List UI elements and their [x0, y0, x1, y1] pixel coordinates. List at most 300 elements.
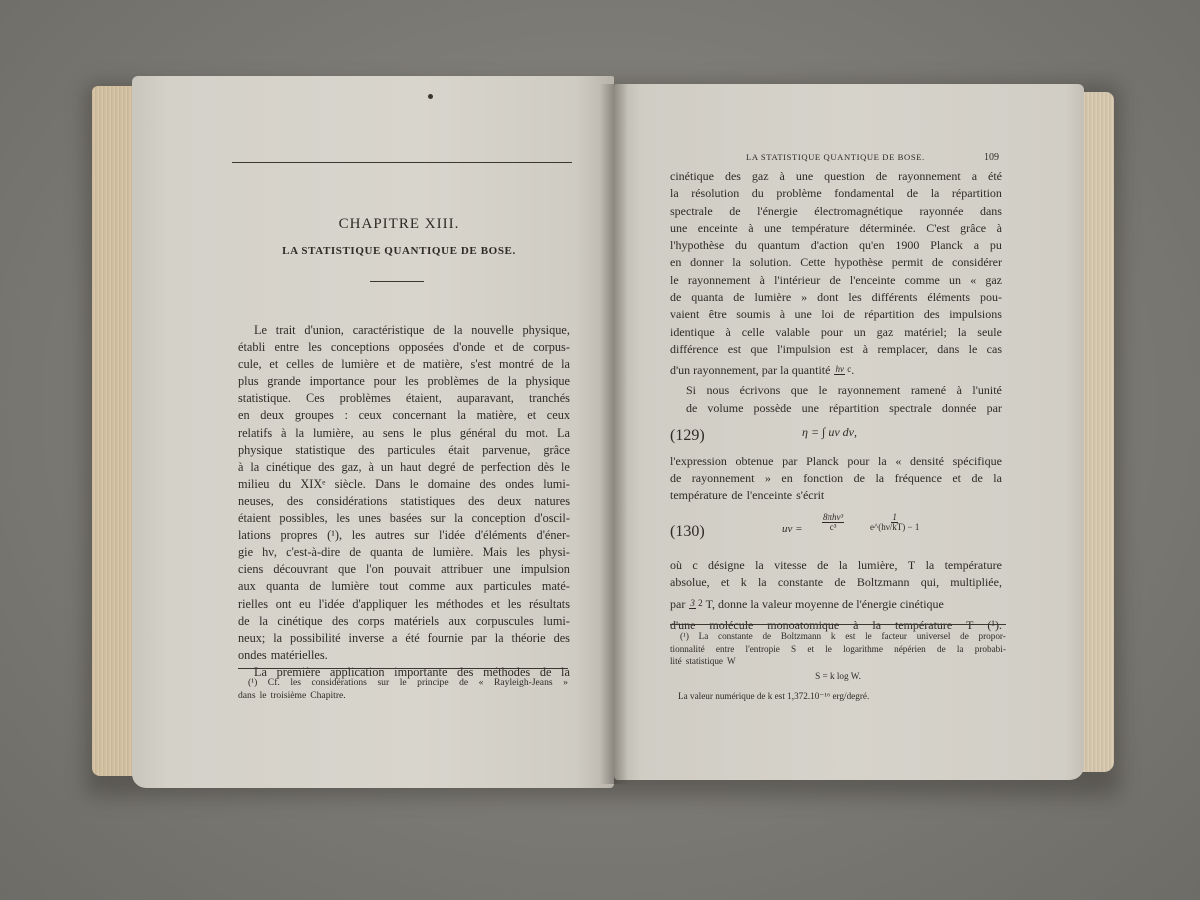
word: de [541, 357, 554, 372]
word: de [321, 357, 334, 372]
word: corps [357, 613, 385, 628]
word: dans [937, 341, 960, 356]
fraction-planck: $\frac{1}{e\^{}(h\nu/kT) - 1}$ [870, 511, 920, 532]
text-line [238, 425, 570, 442]
word: des [457, 664, 474, 679]
word: unes [358, 511, 382, 526]
word: de [412, 545, 424, 560]
word: aux [448, 613, 467, 628]
text-line [670, 574, 1002, 591]
word: propres [280, 528, 318, 543]
word: quantum [757, 238, 800, 253]
word: solution. [749, 255, 792, 270]
word: à [748, 220, 754, 235]
word: électromagnétique [814, 203, 903, 218]
footnote-line [670, 630, 1006, 643]
word: fournie [427, 630, 464, 645]
word: matière, [476, 408, 517, 423]
word: de [960, 631, 969, 641]
word: établi [238, 340, 266, 355]
word: vitesse [774, 557, 807, 572]
footnote-formula: S = k log W. [815, 670, 861, 681]
word: général [459, 425, 496, 440]
word: l'enceinte [849, 272, 896, 287]
text-line [670, 203, 1002, 220]
word: fonction [803, 471, 844, 486]
word: corpus- [533, 340, 570, 355]
text-line [238, 578, 570, 595]
word: de [539, 664, 552, 679]
word: à [956, 383, 962, 398]
word: eu [299, 596, 311, 611]
equation-number: (129) [670, 426, 705, 444]
word: degré [428, 459, 456, 474]
word: question [824, 169, 865, 183]
word: que [790, 383, 809, 398]
word: gaz, [341, 459, 362, 474]
text-line [670, 220, 1002, 237]
quantity-prefix: d'un rayonnement, par la quantité [670, 362, 831, 377]
word: et [494, 340, 504, 355]
word: entre [274, 340, 300, 355]
word: le [399, 677, 407, 688]
word: du [504, 425, 518, 440]
word: T [966, 618, 974, 633]
word: « [895, 453, 902, 468]
word: logarithme [843, 643, 883, 654]
word: le [818, 383, 828, 398]
word: l'unité [972, 383, 1002, 398]
word: par [471, 630, 487, 645]
word: des [468, 493, 485, 508]
word: monoatomique [767, 618, 840, 633]
text-line [238, 613, 570, 630]
word: mot. [525, 425, 549, 440]
word: hν, [262, 545, 277, 560]
top-rule [232, 162, 572, 163]
word: opposées [398, 340, 444, 355]
word: XIXᵉ [300, 476, 326, 491]
word: une [795, 169, 814, 183]
word: c [692, 557, 698, 572]
word: fréquence [894, 471, 942, 486]
word: en [238, 408, 250, 423]
word: celles [286, 357, 315, 372]
text-line [670, 185, 1002, 202]
word: Rayleigh-Jeans [493, 677, 553, 688]
text-line [686, 382, 1002, 399]
word: à [368, 459, 374, 474]
word: volume [707, 400, 744, 415]
word: relatifs [238, 425, 273, 440]
word: l'expression [670, 453, 727, 468]
word: a [971, 169, 978, 183]
word: cinétique [266, 459, 312, 474]
text-line [670, 324, 1002, 341]
word: comme [904, 272, 940, 287]
word: entre [715, 643, 735, 654]
word: spectrale [889, 400, 932, 415]
text-line [670, 341, 1002, 358]
word: » [563, 677, 568, 688]
word: k [740, 575, 747, 590]
word: la [457, 408, 466, 423]
word: Chapitre. [310, 690, 346, 701]
word: népérien [894, 643, 926, 654]
word: W [727, 656, 736, 667]
word: répartition [829, 400, 880, 415]
word: possibilité [290, 630, 341, 645]
left-page [132, 76, 614, 788]
title-rule [370, 281, 424, 282]
word: le [968, 341, 978, 356]
word: lumi- [543, 613, 570, 628]
word: » [764, 471, 771, 486]
word: d'oscil- [534, 511, 570, 526]
word: problèmes [427, 374, 479, 389]
word: loi [821, 307, 834, 322]
text-line [238, 647, 570, 664]
word: (¹) [680, 631, 689, 641]
word: dans [979, 203, 1002, 218]
word: méthodes [483, 664, 531, 679]
word: rayonnement [691, 471, 755, 486]
chapter-number: CHAPITRE XIII. [338, 216, 460, 232]
word: l'intérieur [774, 272, 821, 287]
word: concernant [392, 408, 447, 423]
word: tout [379, 579, 399, 594]
equation-129 [670, 417, 1002, 453]
word: rayonnée [919, 203, 964, 218]
word: particules [387, 442, 436, 457]
word: La [698, 631, 709, 641]
word: des [553, 630, 570, 645]
word: d'union, [304, 323, 344, 337]
word: la [878, 453, 887, 468]
word: de [487, 374, 500, 389]
word: une [763, 220, 782, 235]
word: de [459, 677, 469, 688]
word: rayonnement [687, 272, 751, 287]
word: l'impulsion [777, 341, 831, 356]
word: des [331, 613, 349, 628]
word: Le [254, 323, 267, 337]
word: la [670, 186, 679, 201]
word: de [937, 643, 946, 654]
word: impulsions [949, 307, 1002, 322]
word: qui, [920, 575, 940, 590]
word: grâce [543, 442, 570, 457]
word: molécule [709, 618, 754, 633]
word: les [848, 290, 862, 305]
word: température [894, 618, 953, 633]
word: de [403, 357, 415, 372]
word: matérielles. [270, 647, 328, 662]
word: densité [909, 453, 944, 468]
word: la [875, 471, 885, 486]
word: de [238, 613, 250, 628]
word: la [250, 459, 260, 474]
word: tranchés [528, 391, 570, 406]
word: des [479, 476, 496, 491]
word: différents [871, 290, 918, 305]
word: de [731, 488, 743, 503]
word: de [931, 255, 944, 270]
word: physique [238, 442, 283, 457]
word: que [338, 562, 356, 577]
word: est [727, 341, 742, 356]
right-footnote [670, 630, 1006, 703]
word: (¹). [987, 618, 1002, 633]
word: déterminée. [859, 220, 916, 235]
word: d'éner- [536, 528, 570, 543]
word: des [724, 169, 741, 183]
text-line [238, 510, 570, 527]
text-line [670, 306, 1002, 323]
word: Planck [806, 453, 839, 468]
word: vaient [670, 307, 700, 322]
word: une [794, 307, 812, 322]
word: corpuscules [475, 613, 534, 628]
word: lité [670, 656, 682, 667]
word: Boltzmann [856, 575, 910, 590]
chapter-title: LA STATISTIQUE QUANTIQUE DE BOSE. [282, 245, 516, 257]
word: physique, [522, 323, 570, 337]
word: la [838, 557, 848, 572]
word: possède [753, 400, 792, 415]
word: comme [408, 579, 446, 594]
word: où [670, 557, 682, 572]
word: (¹), [327, 528, 343, 543]
word: celle [741, 324, 765, 339]
word: des [318, 459, 335, 474]
word: maté- [541, 579, 570, 594]
word: de [729, 203, 741, 218]
word: fondamental [834, 186, 895, 201]
word: que [750, 341, 768, 356]
word: la [757, 575, 767, 590]
word: : [344, 408, 348, 423]
word: aux [455, 579, 474, 594]
word: écrivons [739, 383, 781, 398]
word: la [561, 664, 570, 679]
word: est [845, 631, 856, 641]
word: un [949, 272, 962, 287]
word: les [290, 677, 301, 688]
word: quanta [266, 579, 299, 594]
word: la [872, 618, 882, 633]
word: résolution [691, 186, 740, 201]
word: de [971, 471, 983, 486]
word: au [362, 425, 374, 440]
word: principe [417, 677, 449, 688]
word: à [238, 459, 244, 474]
word: et [269, 357, 279, 372]
word: de [733, 290, 745, 305]
text-line [670, 272, 1002, 289]
right-page [614, 84, 1084, 780]
text-line [238, 459, 570, 476]
left-footnote [238, 676, 568, 702]
word: le [259, 690, 267, 701]
word: de [349, 545, 361, 560]
word: lumière [331, 579, 369, 594]
word: multipliée, [950, 575, 1002, 590]
word: matériel; [904, 324, 947, 339]
text-line [670, 254, 1002, 271]
word: température [791, 220, 850, 235]
word: la [732, 255, 741, 270]
word: pouvait [394, 562, 431, 577]
word: remplacer, [877, 341, 928, 356]
word: quanta [691, 290, 724, 305]
text-line [670, 453, 1002, 470]
word: qu'en [859, 238, 885, 253]
word: trait [275, 323, 296, 337]
word: La [254, 664, 267, 679]
word: étaient, [405, 391, 442, 406]
text-line [670, 237, 1002, 254]
word: et [720, 575, 730, 590]
word: Boltzmann [780, 631, 822, 641]
word: résultats [529, 596, 570, 611]
word: du [751, 186, 764, 201]
word: les [351, 528, 366, 543]
word: physi- [539, 545, 570, 560]
footnote-rule [670, 624, 1006, 625]
word: deux [497, 493, 522, 508]
word: découvrant [273, 562, 329, 577]
word: Planck [930, 238, 963, 253]
word: (¹) [248, 677, 258, 688]
text-line [238, 407, 570, 424]
word: cinétique [670, 169, 714, 183]
word: impulsion [520, 562, 570, 577]
word: gaz [876, 324, 894, 339]
word: « [970, 272, 977, 287]
text-line [238, 527, 570, 544]
word: attribuer [441, 562, 483, 577]
text-line [670, 168, 1002, 185]
word: à [759, 272, 765, 287]
word: plus [430, 425, 451, 440]
word: nous [706, 383, 730, 398]
ink-spot [428, 94, 433, 99]
running-head: LA STATISTIQUE QUANTIQUE DE BOSE. [746, 152, 925, 162]
word: les [414, 596, 429, 611]
word: de [512, 340, 524, 355]
text-line [686, 400, 1002, 417]
word: ondes [238, 647, 267, 662]
word: permit [891, 255, 924, 270]
text-line [238, 596, 570, 613]
right-body-text [670, 168, 1002, 635]
word: Mais [482, 545, 508, 560]
word: répartition [864, 307, 915, 322]
word: pour [373, 374, 397, 389]
footnote-line [238, 676, 568, 689]
word: par [782, 453, 798, 468]
word: des [286, 493, 304, 508]
word: dès [537, 459, 555, 474]
word: neux; [238, 630, 266, 645]
word: statistique [295, 442, 346, 457]
word: domaine [427, 476, 471, 491]
word: plus [238, 374, 259, 389]
word: la [494, 630, 504, 645]
word: gaz [985, 272, 1002, 287]
word: le [825, 643, 832, 654]
word: d'action [810, 238, 849, 253]
word: facteur [881, 631, 907, 641]
word: auparavant, [456, 391, 514, 406]
word: de [762, 631, 772, 641]
word: à [725, 324, 731, 339]
word: perfection [480, 459, 531, 474]
word: lumière, [312, 425, 354, 440]
word: était [448, 442, 470, 457]
word: hypothèse [834, 255, 883, 270]
word: absolue, [670, 575, 710, 590]
word: statistique [685, 656, 724, 667]
word: Ces [306, 391, 325, 406]
word: milieu [238, 476, 270, 491]
word: importante [394, 664, 448, 679]
word: a [973, 238, 980, 253]
word: lations [238, 528, 271, 543]
word: lumi- [543, 476, 570, 491]
text-line: d'un rayonnement, par la quantité hν c . [670, 358, 1002, 382]
word: été [405, 630, 420, 645]
footnote-line [670, 655, 1006, 668]
word: seule [977, 324, 1002, 339]
word: ciens [238, 562, 264, 577]
word: de [433, 323, 445, 337]
word: ondes [505, 476, 534, 491]
word: Dans [375, 476, 401, 491]
word: ceux [358, 408, 382, 423]
word: de [843, 307, 855, 322]
word: à [280, 425, 287, 440]
word: S [791, 643, 797, 654]
word: à [779, 307, 786, 322]
word: aux [238, 579, 256, 594]
footnote-value: La valeur numérique de k est 1,372.10⁻¹⁶ erg/degré. [678, 691, 870, 702]
word: enceinte [697, 220, 738, 235]
footnote-line [238, 689, 568, 702]
text-line [238, 544, 570, 561]
word: dont [817, 290, 839, 305]
word: ont [275, 596, 292, 611]
text-line [670, 470, 1002, 487]
word: c'est-à-dire [286, 545, 341, 560]
word: à [996, 220, 1002, 235]
word: possibles, [279, 511, 328, 526]
word: de [906, 186, 919, 201]
word: les [336, 511, 350, 526]
word: l'on [366, 562, 384, 577]
word: la [755, 557, 764, 572]
word: sens [382, 425, 404, 440]
word: statistiques [400, 493, 456, 508]
equation-number: (130) [670, 522, 705, 540]
word: de [309, 579, 321, 594]
word: Cf. [267, 677, 280, 688]
word: le [412, 425, 422, 440]
text-line: par 3 2 T, donne la valeur moyenne de l'énergie cinétique [670, 596, 944, 611]
word: universel [916, 631, 951, 641]
word: considérations [316, 493, 388, 508]
